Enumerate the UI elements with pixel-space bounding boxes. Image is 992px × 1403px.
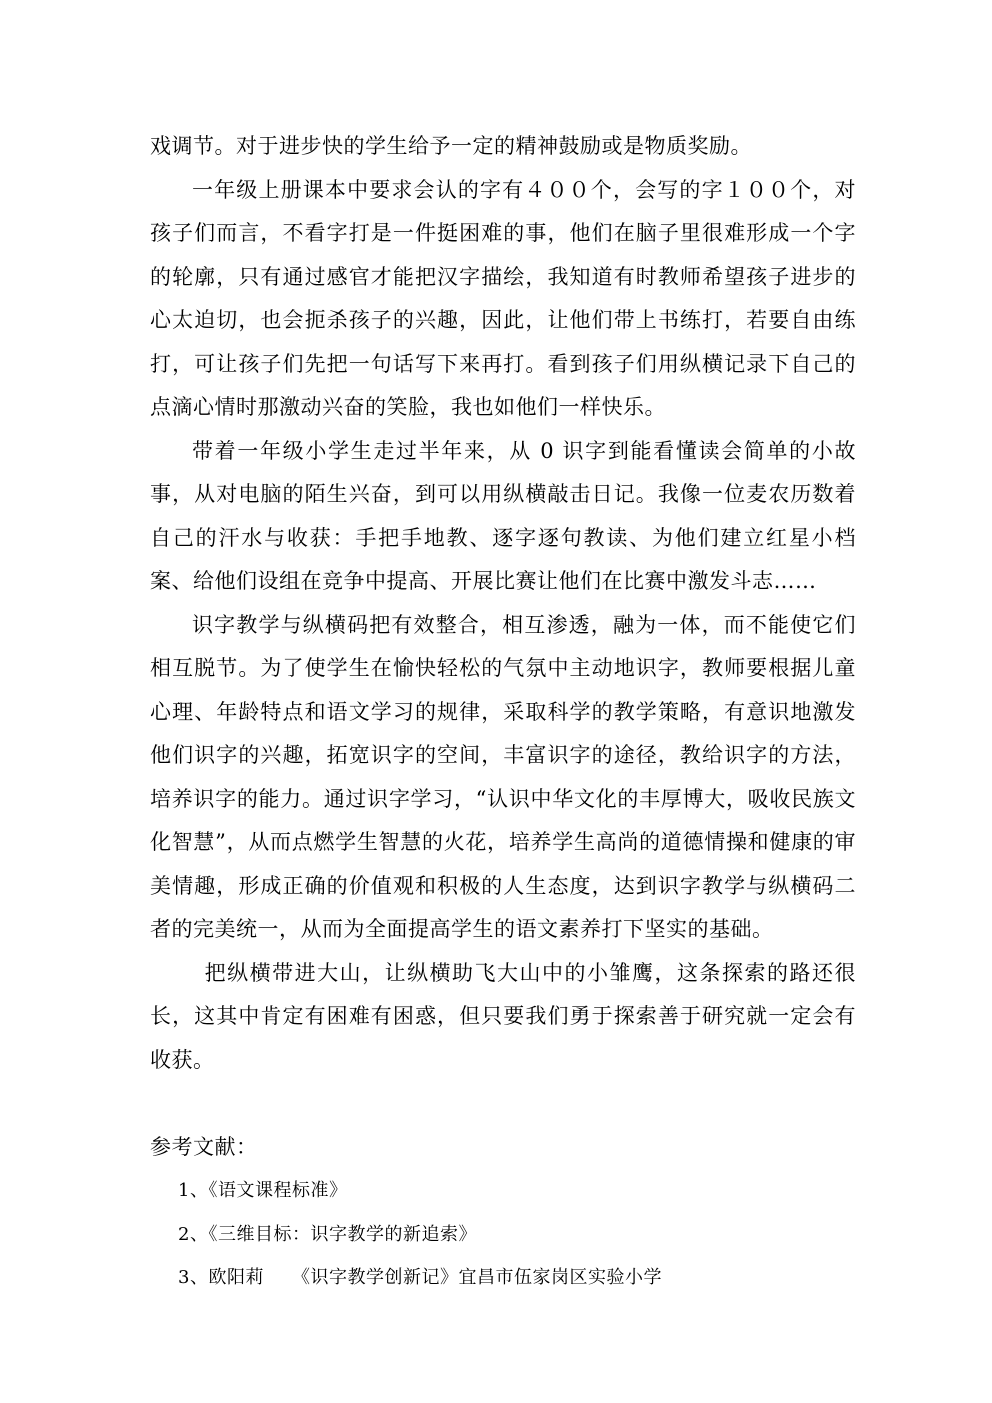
references-title: 参考文献： (150, 1134, 258, 1159)
reference-item-1: 1、《语文课程标准》 (178, 1180, 348, 1201)
reference-item-2: 2、《三维目标：识字教学的新追索》 (178, 1223, 477, 1245)
document-body (150, 125, 856, 1300)
paragraph-half-year-review: 带着一年级小学生走过半年来，从 0 识字到能看懂读会简单的小故事，从对电脑的陌生兴奋，到可以用纵横敲击日记。我像一位麦农历数着自己的汗水与收获：手把手地教、逐字逐句教读、为他们建立红星小档案、给他们设组在竞争中提高、开展比赛让他们在比赛中激发斗志…… (150, 438, 856, 593)
references-section (150, 1126, 856, 1300)
reference-item-3: 3、欧阳莉 《识字教学创新记》宜昌市伍家岗区实验小学 (178, 1267, 662, 1288)
paragraph-integration: 识字教学与纵横码把有效整合，相互渗透，融为一体，而不能使它们相互脱节。为了使学生在愉快轻松的气氛中主动地识字，教师要根据儿童心理、年龄特点和语文学习的规律，采取科学的教学策略，有意识地激发他们识字的兴趣，拓宽识字的空间，丰富识字的途径，教给识字的方法，培养识字的能力。通过识字学习，“认识中华文化的丰厚博大，吸收民族文化智慧”，从而点燃学生智慧的火花，培养学生高尚的道德情操和健康的审美情趣，形成正确的价值观和积极的人生态度，达到识字教学与纵横码二者的完美统一，从而为全面提高学生的语文素养打下坚实的基础。 (150, 612, 856, 941)
paragraph-characters-count: 一年级上册课本中要求会认的字有４００个，会写的字１００个，对孩子们而言，不看字打是一件挺困难的事，他们在脑子里很难形成一个字的轮廓，只有通过感官才能把汉字描绘，我知道有时教师希望孩子进步的心太迫切，也会扼杀孩子的兴趣，因此，让他们带上书练打，若要自由练打，可让孩子们先把一句话写下来再打。看到孩子们用纵横记录下自己的点滴心情时那激动兴奋的笑脸，我也如他们一样快乐。 (150, 177, 856, 419)
paragraph-continuation: 戏调节。对于进步快的学生给予一定的精神鼓励或是物质奖励。 (150, 134, 752, 158)
paragraph-conclusion: 把纵横带进大山，让纵横助飞大山中的小雏鹰，这条探索的路还很长，这其中肯定有困难有困惑，但只要我们勇于探索善于研究就一定会有收获。 (150, 960, 856, 1072)
